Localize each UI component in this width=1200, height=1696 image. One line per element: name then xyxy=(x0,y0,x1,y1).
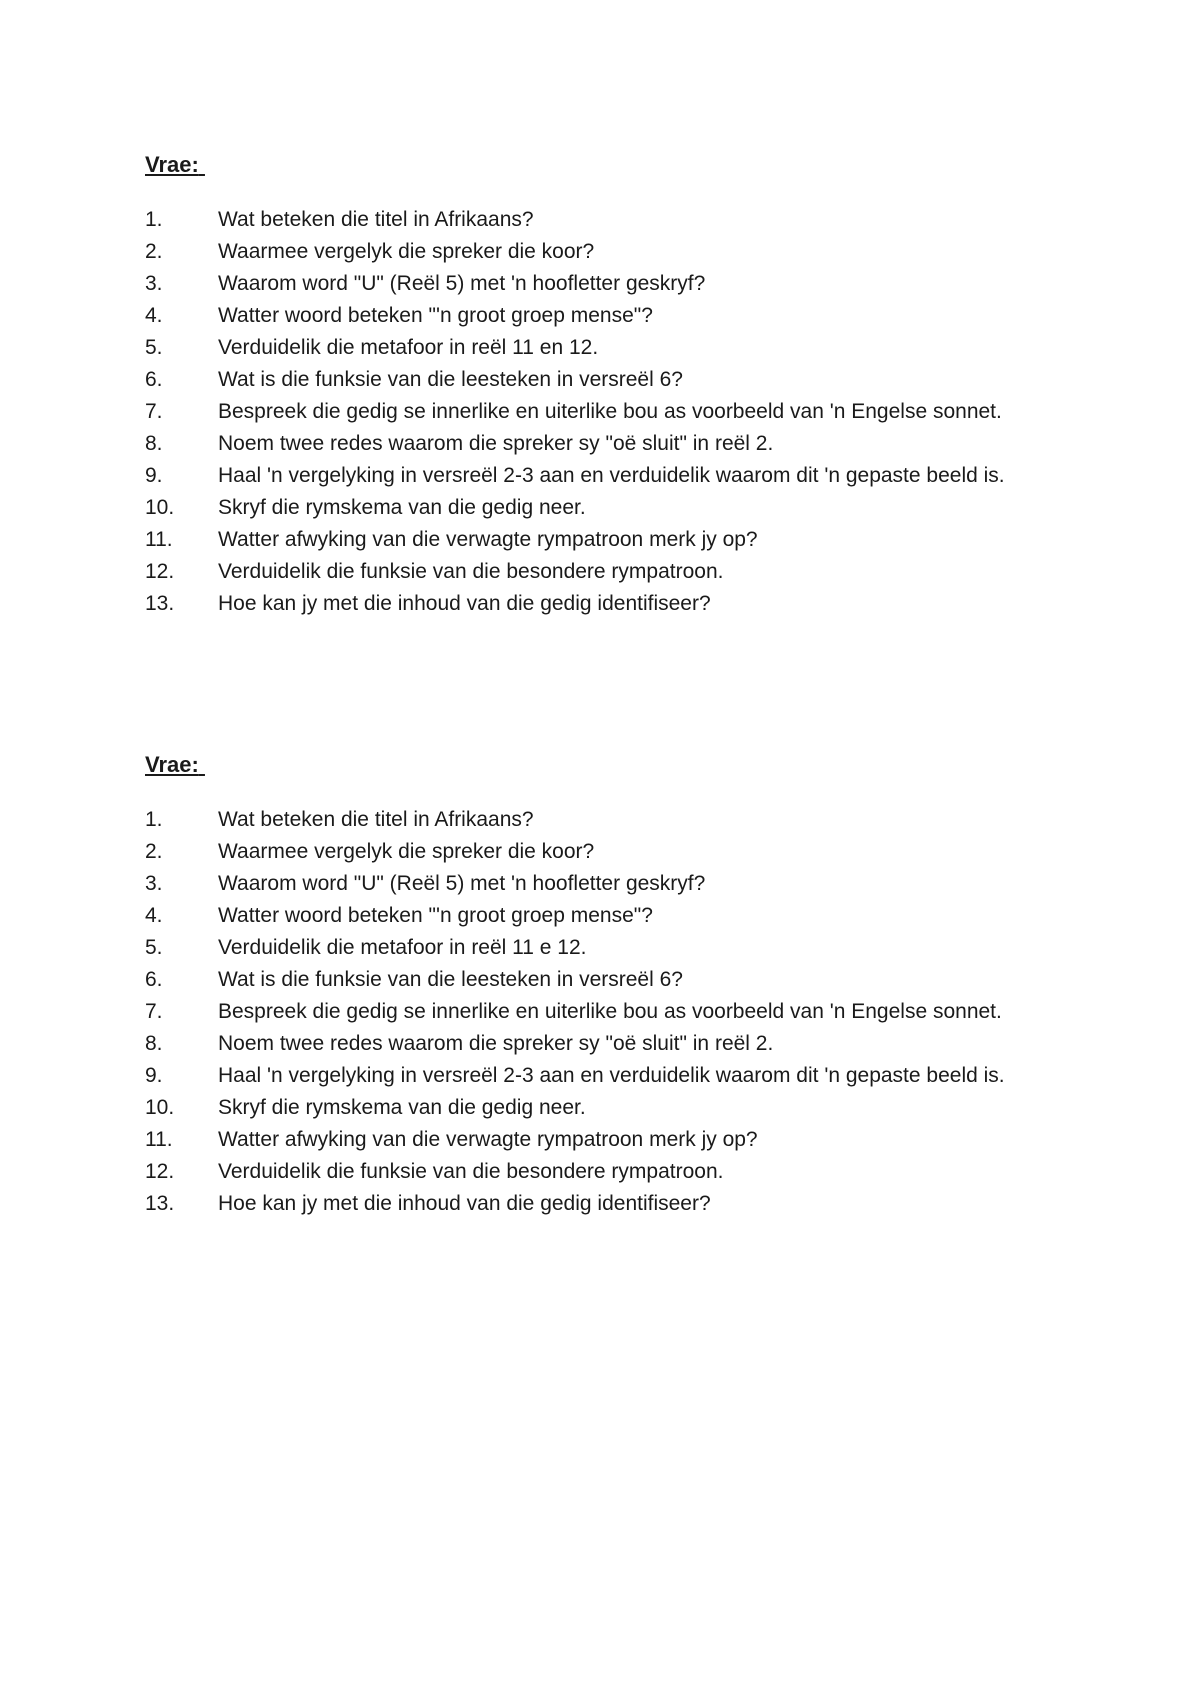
question-item xyxy=(145,1124,1065,1156)
question-item xyxy=(145,804,1065,836)
question-text: Haal 'n vergelyking in versreël 2-3 aan en verduidelik waarom dit 'n gepaste beeld is. xyxy=(218,464,1005,487)
question-item xyxy=(145,932,1065,964)
question-list xyxy=(145,204,1065,620)
question-text: Waarmee vergelyk die spreker die koor? xyxy=(218,240,595,263)
question-section-2 xyxy=(145,750,1065,1220)
question-text: Watter woord beteken "'n groot groep mense"? xyxy=(218,304,653,327)
question-item xyxy=(145,204,1065,236)
question-text: Waarom word "U" (Reël 5) met 'n hoofletter geskryf? xyxy=(218,872,706,895)
question-section-1 xyxy=(145,150,1065,620)
question-number: 13. xyxy=(145,592,175,615)
question-number: 12. xyxy=(145,1160,175,1183)
question-item xyxy=(145,1092,1065,1124)
question-item xyxy=(145,236,1065,268)
question-number: 3. xyxy=(145,272,163,295)
question-number: 10. xyxy=(145,1096,175,1119)
question-item xyxy=(145,1060,1065,1092)
question-number: 7. xyxy=(145,1000,163,1023)
section-heading: Vrae: xyxy=(145,152,199,177)
question-item xyxy=(145,996,1065,1028)
question-number: 1. xyxy=(145,208,163,231)
question-text: Watter afwyking van die verwagte rympatroon merk jy op? xyxy=(218,528,758,551)
question-text: Wat is die funksie van die leesteken in versreël 6? xyxy=(218,368,683,391)
question-text: Skryf die rymskema van die gedig neer. xyxy=(218,1096,586,1119)
question-item xyxy=(145,556,1065,588)
question-item xyxy=(145,332,1065,364)
section-heading: Vrae: xyxy=(145,752,199,777)
question-text: Noem twee redes waarom die spreker sy "oë sluit" in reël 2. xyxy=(218,432,774,455)
question-text: Verduidelik die metafoor in reël 11 en 12. xyxy=(218,336,599,359)
question-number: 10. xyxy=(145,496,175,519)
question-item xyxy=(145,428,1065,460)
question-text: Wat beteken die titel in Afrikaans? xyxy=(218,208,534,231)
question-number: 6. xyxy=(145,968,163,991)
question-number: 2. xyxy=(145,240,163,263)
question-number: 5. xyxy=(145,936,163,959)
question-number: 9. xyxy=(145,1064,163,1087)
question-text: Wat is die funksie van die leesteken in versreël 6? xyxy=(218,968,683,991)
question-text: Bespreek die gedig se innerlike en uiterlike bou as voorbeeld van 'n Engelse sonnet. xyxy=(218,1000,1002,1023)
question-text: Watter afwyking van die verwagte rympatroon merk jy op? xyxy=(218,1128,758,1151)
question-item xyxy=(145,364,1065,396)
question-text: Hoe kan jy met die inhoud van die gedig identifiseer? xyxy=(218,1192,711,1215)
question-number: 11. xyxy=(145,528,173,551)
question-item xyxy=(145,1156,1065,1188)
question-text: Verduidelik die funksie van die besondere rympatroon. xyxy=(218,1160,724,1183)
question-list xyxy=(145,804,1065,1220)
question-number: 7. xyxy=(145,400,163,423)
question-item xyxy=(145,868,1065,900)
question-item xyxy=(145,300,1065,332)
question-number: 13. xyxy=(145,1192,175,1215)
question-item xyxy=(145,836,1065,868)
question-text: Haal 'n vergelyking in versreël 2-3 aan en verduidelik waarom dit 'n gepaste beeld is. xyxy=(218,1064,1005,1087)
question-number: 4. xyxy=(145,304,163,327)
question-item xyxy=(145,268,1065,300)
question-item xyxy=(145,396,1065,428)
question-number: 3. xyxy=(145,872,163,895)
question-number: 9. xyxy=(145,464,163,487)
question-item xyxy=(145,492,1065,524)
question-number: 6. xyxy=(145,368,163,391)
question-number: 11. xyxy=(145,1128,173,1151)
question-text: Waarom word "U" (Reël 5) met 'n hoofletter geskryf? xyxy=(218,272,706,295)
question-item xyxy=(145,460,1065,492)
question-item xyxy=(145,900,1065,932)
question-number: 12. xyxy=(145,560,175,583)
question-text: Noem twee redes waarom die spreker sy "oë sluit" in reël 2. xyxy=(218,1032,774,1055)
question-item xyxy=(145,1028,1065,1060)
question-number: 8. xyxy=(145,1032,163,1055)
question-number: 4. xyxy=(145,904,163,927)
question-text: Watter woord beteken "'n groot groep mense"? xyxy=(218,904,653,927)
question-item xyxy=(145,524,1065,556)
question-number: 1. xyxy=(145,808,163,831)
question-item xyxy=(145,588,1065,620)
question-number: 2. xyxy=(145,840,163,863)
question-text: Wat beteken die titel in Afrikaans? xyxy=(218,808,534,831)
question-item xyxy=(145,1188,1065,1220)
question-text: Bespreek die gedig se innerlike en uiterlike bou as voorbeeld van 'n Engelse sonnet. xyxy=(218,400,1002,423)
question-item xyxy=(145,964,1065,996)
question-text: Verduidelik die metafoor in reël 11 e 12. xyxy=(218,936,587,959)
question-text: Verduidelik die funksie van die besondere rympatroon. xyxy=(218,560,724,583)
question-text: Skryf die rymskema van die gedig neer. xyxy=(218,496,586,519)
question-number: 8. xyxy=(145,432,163,455)
question-text: Hoe kan jy met die inhoud van die gedig identifiseer? xyxy=(218,592,711,615)
question-text: Waarmee vergelyk die spreker die koor? xyxy=(218,840,595,863)
question-number: 5. xyxy=(145,336,163,359)
